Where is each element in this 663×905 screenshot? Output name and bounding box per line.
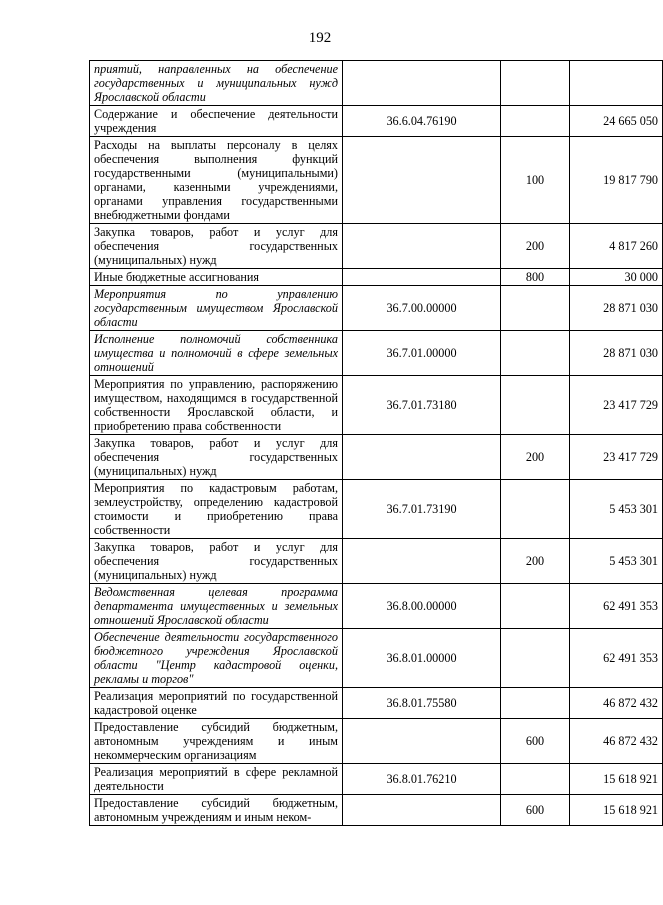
row-name-cell: Закупка товаров, работ и услуг для обеспечения государственных (муниципальных) нужд <box>90 224 343 269</box>
row-amount-cell: 62 491 353 <box>570 584 663 629</box>
row-expense-type-cell <box>501 629 570 688</box>
row-expense-type-cell: 600 <box>501 795 570 826</box>
row-name-cell: Закупка товаров, работ и услуг для обеспечения государственных (муниципальных) нужд <box>90 435 343 480</box>
budget-table <box>89 60 663 826</box>
row-name-cell: Закупка товаров, работ и услуг для обеспечения государственных (муниципальных) нужд <box>90 539 343 584</box>
row-amount-cell: 5 453 301 <box>570 539 663 584</box>
row-expense-type-cell: 200 <box>501 539 570 584</box>
row-code-cell <box>343 61 501 106</box>
row-expense-type-cell <box>501 286 570 331</box>
row-name-cell: Исполнение полномочий собственника имущества и полномочий в сфере земельных отношений <box>90 331 343 376</box>
row-amount-cell: 24 665 050 <box>570 106 663 137</box>
row-name-cell: Расходы на выплаты персоналу в целях обеспечения выполнения функций государственными (муниципальными) органами, казенными учреждениями, органами управления государственными внебюджетными фондами <box>90 137 343 224</box>
table-row <box>90 629 663 688</box>
row-amount-cell: 23 417 729 <box>570 435 663 480</box>
row-code-cell: 36.7.00.00000 <box>343 286 501 331</box>
row-amount-cell: 28 871 030 <box>570 286 663 331</box>
row-expense-type-cell: 800 <box>501 269 570 286</box>
row-code-cell <box>343 795 501 826</box>
table-row <box>90 719 663 764</box>
row-expense-type-cell: 600 <box>501 719 570 764</box>
table-row <box>90 764 663 795</box>
row-name-cell: Предоставление субсидий бюджетным, автономным учреждениям и иным некоммерческим организациям <box>90 719 343 764</box>
row-amount-cell: 46 872 432 <box>570 719 663 764</box>
table-row <box>90 106 663 137</box>
row-name-cell: Содержание и обеспечение деятельности учреждения <box>90 106 343 137</box>
table-row <box>90 376 663 435</box>
row-name-cell: Мероприятия по управлению государственным имуществом Ярославской области <box>90 286 343 331</box>
row-code-cell <box>343 435 501 480</box>
page-number: 192 <box>308 30 332 46</box>
row-amount-cell: 15 618 921 <box>570 795 663 826</box>
row-code-cell: 36.7.01.00000 <box>343 331 501 376</box>
row-amount-cell <box>570 61 663 106</box>
table-row <box>90 61 663 106</box>
row-amount-cell: 46 872 432 <box>570 688 663 719</box>
row-expense-type-cell <box>501 106 570 137</box>
table-row <box>90 435 663 480</box>
row-expense-type-cell <box>501 376 570 435</box>
row-amount-cell: 15 618 921 <box>570 764 663 795</box>
row-code-cell: 36.8.01.00000 <box>343 629 501 688</box>
table-row <box>90 688 663 719</box>
row-name-cell: Обеспечение деятельности государственного бюджетного учреждения Ярославской области "Центр кадастровой оценки, рекламы и торгов" <box>90 629 343 688</box>
row-expense-type-cell <box>501 480 570 539</box>
row-name-cell: Мероприятия по управлению, распоряжению имуществом, находящимся в государственной собственности Ярославской области, и приобретению права собственности <box>90 376 343 435</box>
row-name-cell: Реализация мероприятий по государственной кадастровой оценке <box>90 688 343 719</box>
row-expense-type-cell <box>501 331 570 376</box>
row-amount-cell: 19 817 790 <box>570 137 663 224</box>
row-amount-cell: 4 817 260 <box>570 224 663 269</box>
row-amount-cell: 28 871 030 <box>570 331 663 376</box>
row-code-cell <box>343 224 501 269</box>
row-name-cell: Реализация мероприятий в сфере рекламной деятельности <box>90 764 343 795</box>
table-row <box>90 539 663 584</box>
row-name-cell: Ведомственная целевая программа департамента имущественных и земельных отношений Ярославской области <box>90 584 343 629</box>
row-expense-type-cell: 100 <box>501 137 570 224</box>
table-row <box>90 137 663 224</box>
table-row <box>90 584 663 629</box>
row-name-cell: приятий, направленных на обеспечение государственных и муниципальных нужд Ярославской области <box>90 61 343 106</box>
table-row <box>90 286 663 331</box>
row-code-cell: 36.6.04.76190 <box>343 106 501 137</box>
row-name-cell: Мероприятия по кадастровым работам, землеустройству, определению кадастровой стоимости и приобретению права собственности <box>90 480 343 539</box>
table-row <box>90 269 663 286</box>
row-expense-type-cell <box>501 584 570 629</box>
row-amount-cell: 62 491 353 <box>570 629 663 688</box>
row-code-cell: 36.8.00.00000 <box>343 584 501 629</box>
row-code-cell <box>343 137 501 224</box>
row-expense-type-cell <box>501 688 570 719</box>
table-row <box>90 331 663 376</box>
row-amount-cell: 5 453 301 <box>570 480 663 539</box>
row-code-cell <box>343 269 501 286</box>
row-amount-cell: 23 417 729 <box>570 376 663 435</box>
table-row <box>90 224 663 269</box>
row-expense-type-cell: 200 <box>501 435 570 480</box>
row-amount-cell: 30 000 <box>570 269 663 286</box>
row-expense-type-cell: 200 <box>501 224 570 269</box>
budget-table-body <box>90 61 663 826</box>
table-row <box>90 480 663 539</box>
row-code-cell: 36.7.01.73190 <box>343 480 501 539</box>
row-code-cell: 36.8.01.76210 <box>343 764 501 795</box>
row-expense-type-cell <box>501 764 570 795</box>
table-row <box>90 795 663 826</box>
row-name-cell: Предоставление субсидий бюджетным, автономным учреждениям и иным неком- <box>90 795 343 826</box>
row-code-cell: 36.8.01.75580 <box>343 688 501 719</box>
row-code-cell: 36.7.01.73180 <box>343 376 501 435</box>
row-code-cell <box>343 539 501 584</box>
row-name-cell: Иные бюджетные ассигнования <box>90 269 343 286</box>
row-code-cell <box>343 719 501 764</box>
row-expense-type-cell <box>501 61 570 106</box>
